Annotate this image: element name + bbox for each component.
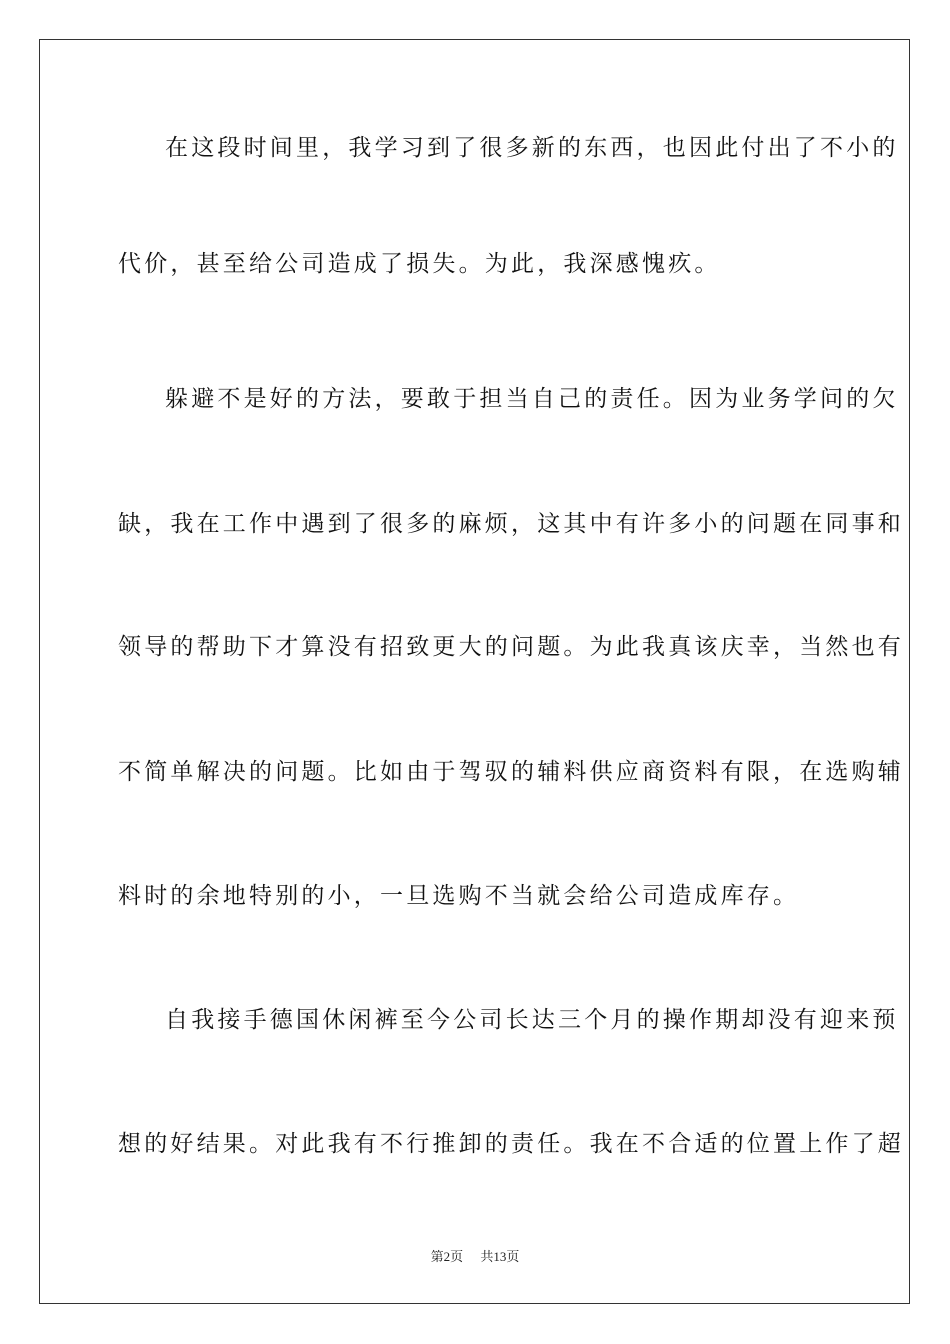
paragraph-2-line-5: 料时的余地特别的小，一旦选购不当就会给公司造成库存。 bbox=[118, 883, 800, 909]
page-border bbox=[39, 39, 910, 1304]
page-number: 第2页 bbox=[430, 1249, 464, 1264]
paragraph-2-line-3: 领导的帮助下才算没有招致更大的问题。为此我真该庆幸，当然也有 bbox=[118, 634, 904, 660]
paragraph-2-line-1: 躲避不是好的方法，要敢于担当自己的责任。因为业务学问的欠 bbox=[165, 386, 899, 412]
paragraph-2-line-2: 缺，我在工作中遇到了很多的麻烦，这其中有许多小的问题在同事和 bbox=[118, 511, 904, 537]
paragraph-3-line-1: 自我接手德国休闲裤至今公司长达三个月的操作期却没有迎来预 bbox=[165, 1007, 899, 1033]
paragraph-1-line-1: 在这段时间里，我学习到了很多新的东西，也因此付出了不小的 bbox=[165, 135, 899, 161]
paragraph-2-line-4: 不简单解决的问题。比如由于驾驭的辅料供应商资料有限，在选购辅 bbox=[118, 759, 904, 785]
page-total: 共13页 bbox=[480, 1249, 520, 1264]
paragraph-1-line-2: 代价，甚至给公司造成了损失。为此，我深感愧疚。 bbox=[118, 251, 721, 277]
page-footer bbox=[0, 1246, 950, 1265]
paragraph-3-line-2: 想的好结果。对此我有不行推卸的责任。我在不合适的位置上作了超 bbox=[118, 1131, 904, 1157]
